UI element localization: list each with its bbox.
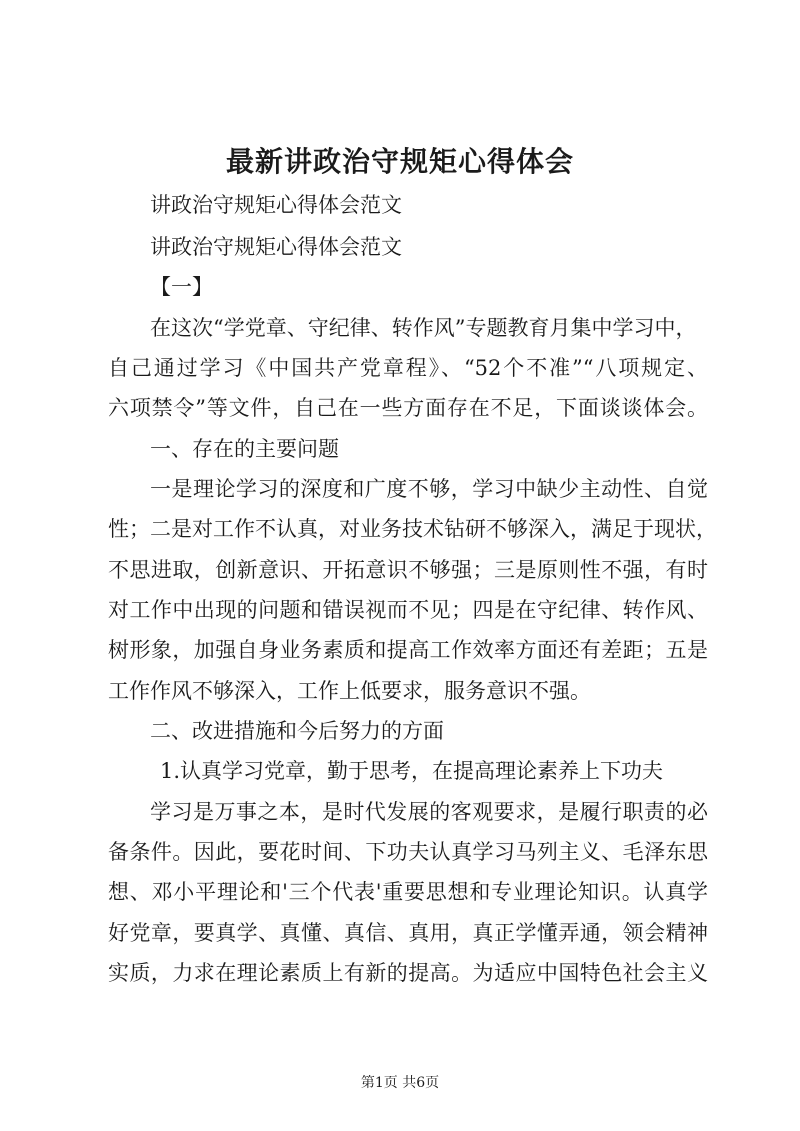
page-footer: 第1页 共6页 (360, 1075, 440, 1091)
paragraph-line: 备条件。因此，要花时间、下功夫认真学习马列主义、毛泽东思 (108, 840, 708, 864)
paragraph-line: 想、邓小平理论和'三个代表'重要思想和专业理论知识。认真学 (108, 880, 708, 904)
paragraph-line: 对工作中出现的问题和错误视而不见；四是在守纪律、转作风、 (108, 598, 708, 622)
section-heading: 一、存在的主要问题 (150, 437, 339, 461)
paragraph-line: 学习是万事之本，是时代发展的客观要求，是履行职责的必 (150, 800, 708, 824)
paragraph-line: 六项禁令”等文件，自己在一些方面存在不足，下面谈谈体会。 (108, 396, 708, 420)
paragraph-line: 好党章，要真学、真懂、真信、真用，真正学懂弄通，领会精神 (108, 921, 708, 945)
paragraph-line: 在这次“学党章、守纪律、转作风”专题教育月集中学习中， (150, 316, 697, 340)
document-title: 最新讲政治守规矩心得体会 (225, 145, 574, 178)
paragraph-line: 不思进取，创新意识、开拓意识不够强；三是原则性不强，有时 (108, 558, 708, 582)
section-marker: 【一】 (150, 275, 213, 299)
paragraph-line: 一是理论学习的深度和广度不够，学习中缺少主动性、自觉 (150, 477, 708, 501)
paragraph-line: 自己通过学习《中国共产党章程》、“52个不准”“八项规定、 (108, 356, 708, 380)
paragraph-line: 实质，力求在理论素质上有新的提高。为适应中国特色社会主义 (108, 961, 708, 985)
subtitle-line: 讲政治守规矩心得体会范文 (150, 235, 402, 259)
section-heading: 二、改进措施和今后努力的方面 (150, 719, 444, 743)
paragraph-line: 树形象，加强自身业务素质和提高工作效率方面还有差距；五是 (108, 638, 708, 662)
subsection-heading: 1.认真学习党章，勤于思考，在提高理论素养上下功夫 (160, 759, 664, 783)
subtitle-line: 讲政治守规矩心得体会范文 (150, 193, 402, 217)
paragraph-line: 工作作风不够深入，工作上低要求，服务意识不强。 (108, 679, 591, 703)
paragraph-line: 性；二是对工作不认真，对业务技术钻研不够深入，满足于现状， (108, 517, 717, 541)
